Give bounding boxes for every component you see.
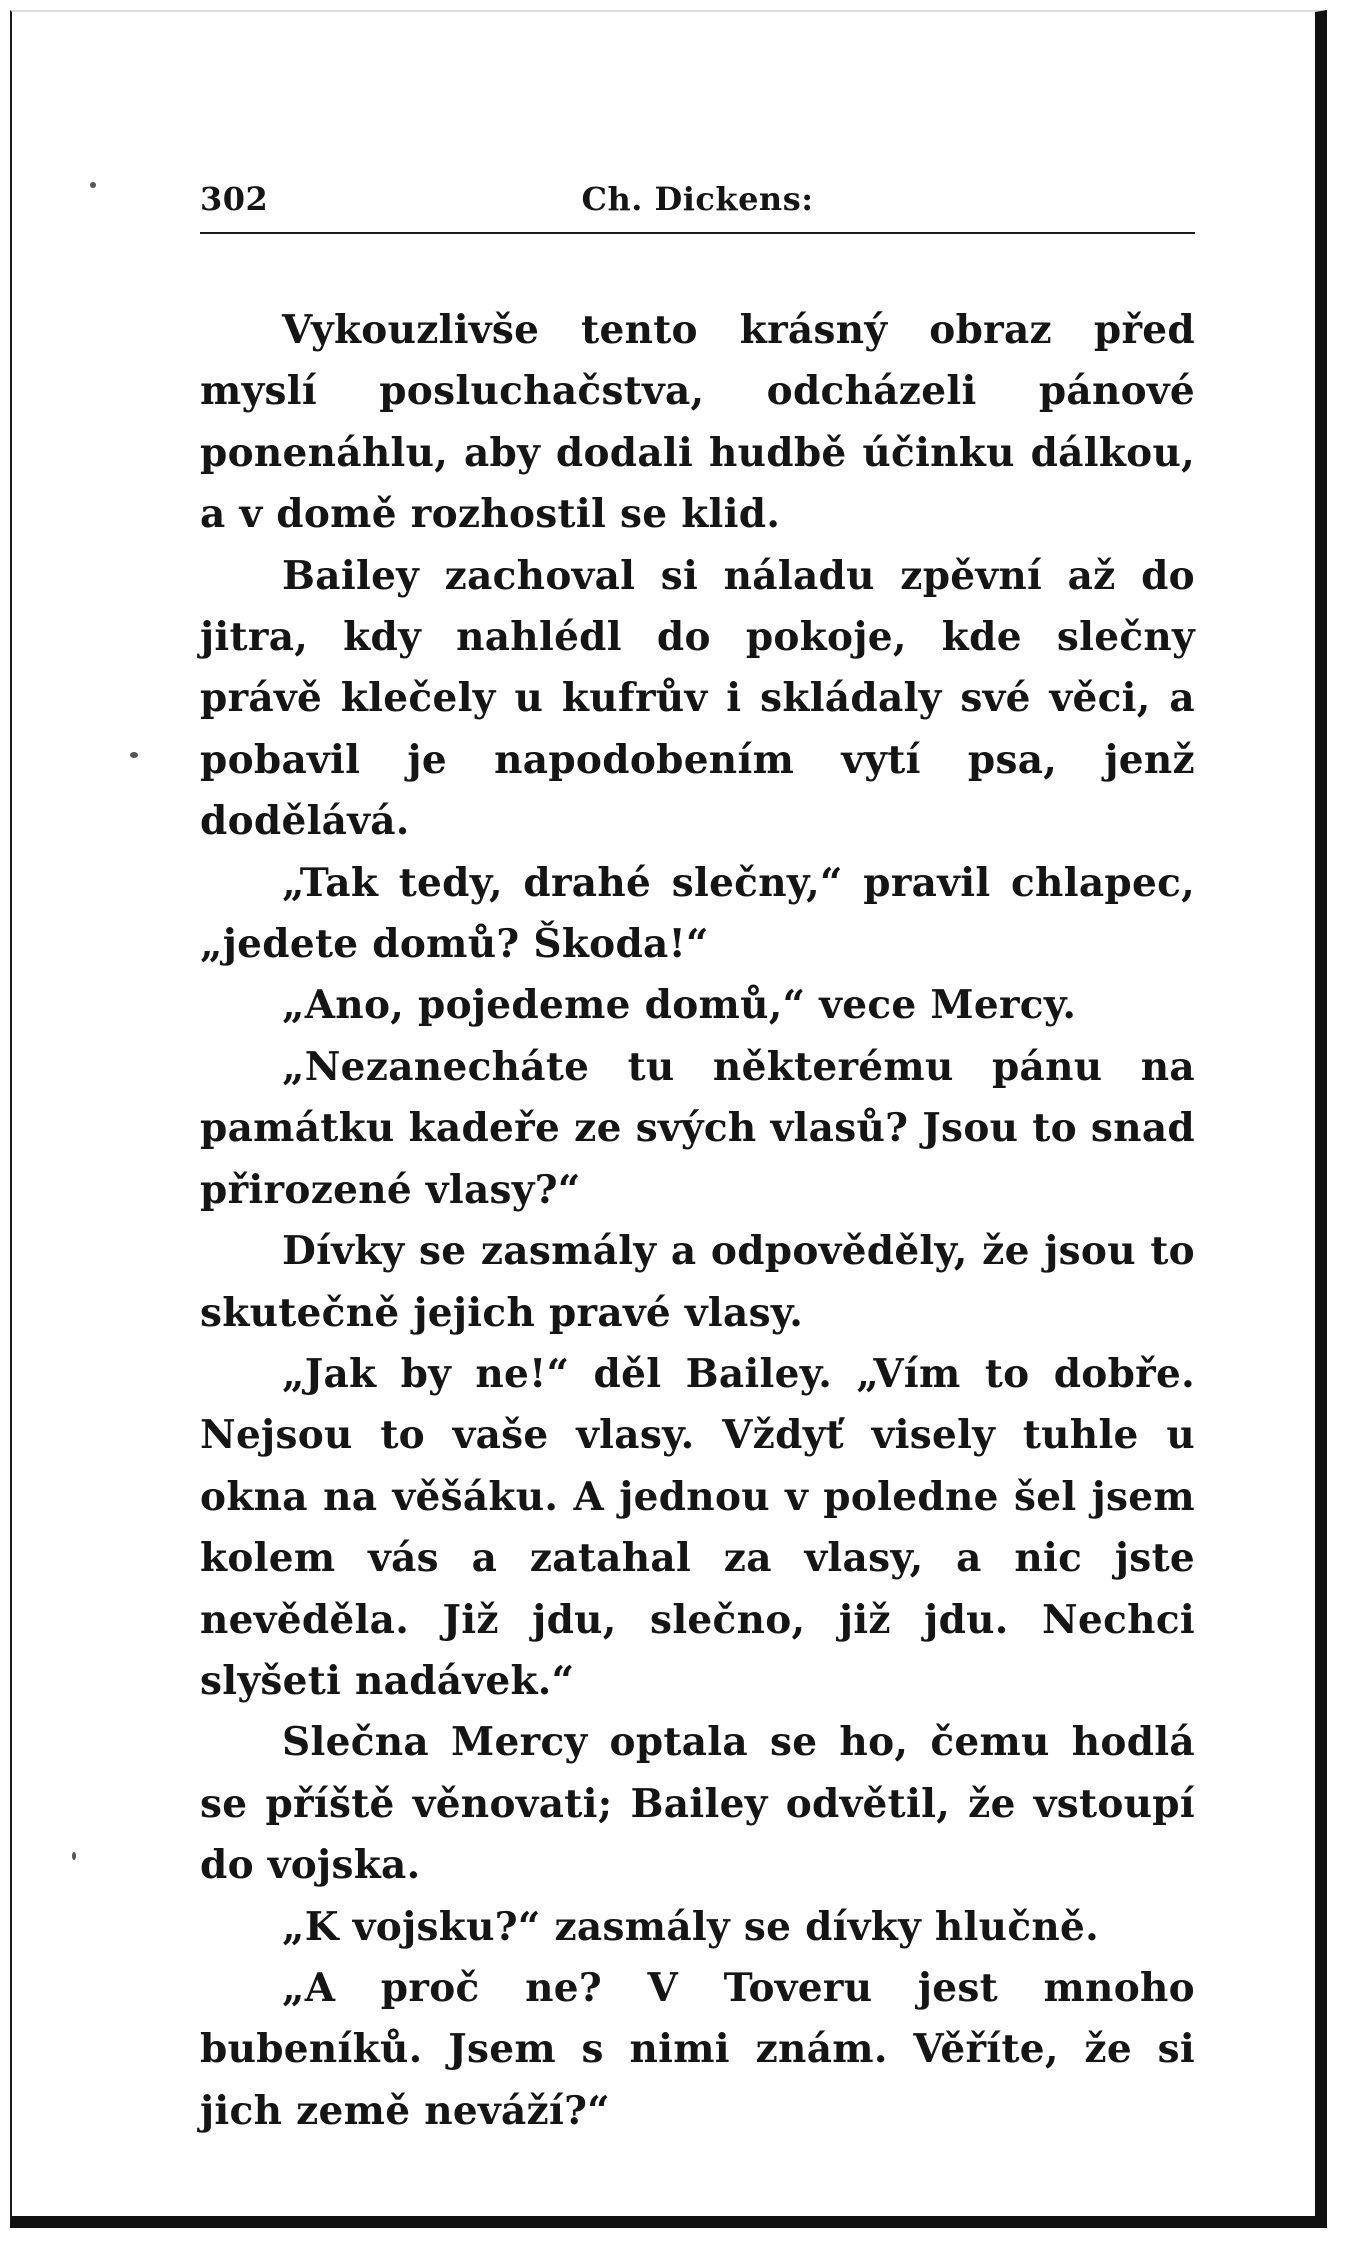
paragraph: „A proč ne? V Toveru jest mnoho bubeníků. Jsem s nimi znám. Věříte, že si jich země neváží?“ <box>200 1964 1195 2134</box>
paragraph: Vykouzlivše tento krásný obraz před myslí posluchačstva, odcházeli pánové ponenáhlu, aby dodali hudbě účinku dálkou, a v domě rozhostil se klid. <box>200 307 1195 538</box>
header-rule <box>200 232 1195 234</box>
ink-speck <box>130 752 138 758</box>
paragraph: Slečna Mercy optala se ho, čemu hodlá se příště věnovati; Bailey odvětil, že vstoupí do vojska. <box>200 1719 1195 1889</box>
paragraph: „Tak tedy, drahé slečny,“ pravil chlapec, „jedete domů? Škoda!“ <box>200 859 1195 968</box>
page-header <box>200 180 1195 218</box>
ink-speck <box>90 182 96 188</box>
ink-speck <box>72 1852 76 1860</box>
running-title: Ch. Dickens: <box>581 180 814 218</box>
paragraph: Dívky se zasmály a odpověděly, že jsou to skutečně jejich pravé vlasy. <box>200 1228 1195 1336</box>
paragraph: „Ano, pojedeme domů,“ vece Mercy. <box>282 982 1077 1029</box>
page-number: 302 <box>200 180 269 218</box>
body-text <box>200 300 1195 2142</box>
paragraph: Bailey zachoval si náladu zpěvní až do jitra, kdy nahlédl do pokoje, kde slečny právě klečely u kufrův i skládaly své věci, a pobavil je napodobením vytí psa, jenž dodělává. <box>200 552 1195 845</box>
paragraph: „Nezanecháte tu některému pánu na památku kadeře ze svých vlasů? Jsou to snad přirozené vlasy?“ <box>200 1043 1195 1213</box>
paragraph: „K vojsku?“ zasmály se dívky hlučně. <box>282 1903 1100 1950</box>
book-page <box>200 180 1195 2134</box>
paragraph: „Jak by ne!“ děl Bailey. „Vím to dobře. Nejsou to vaše vlasy. Vždyť visely tuhle u okna na věšáku. A jednou v poledne šel jsem kolem vás a zatahal za vlasy, a nic jste nevěděla. Již jdu, slečno, již jdu. Nechci slyšeti nadávek.“ <box>200 1350 1195 1704</box>
